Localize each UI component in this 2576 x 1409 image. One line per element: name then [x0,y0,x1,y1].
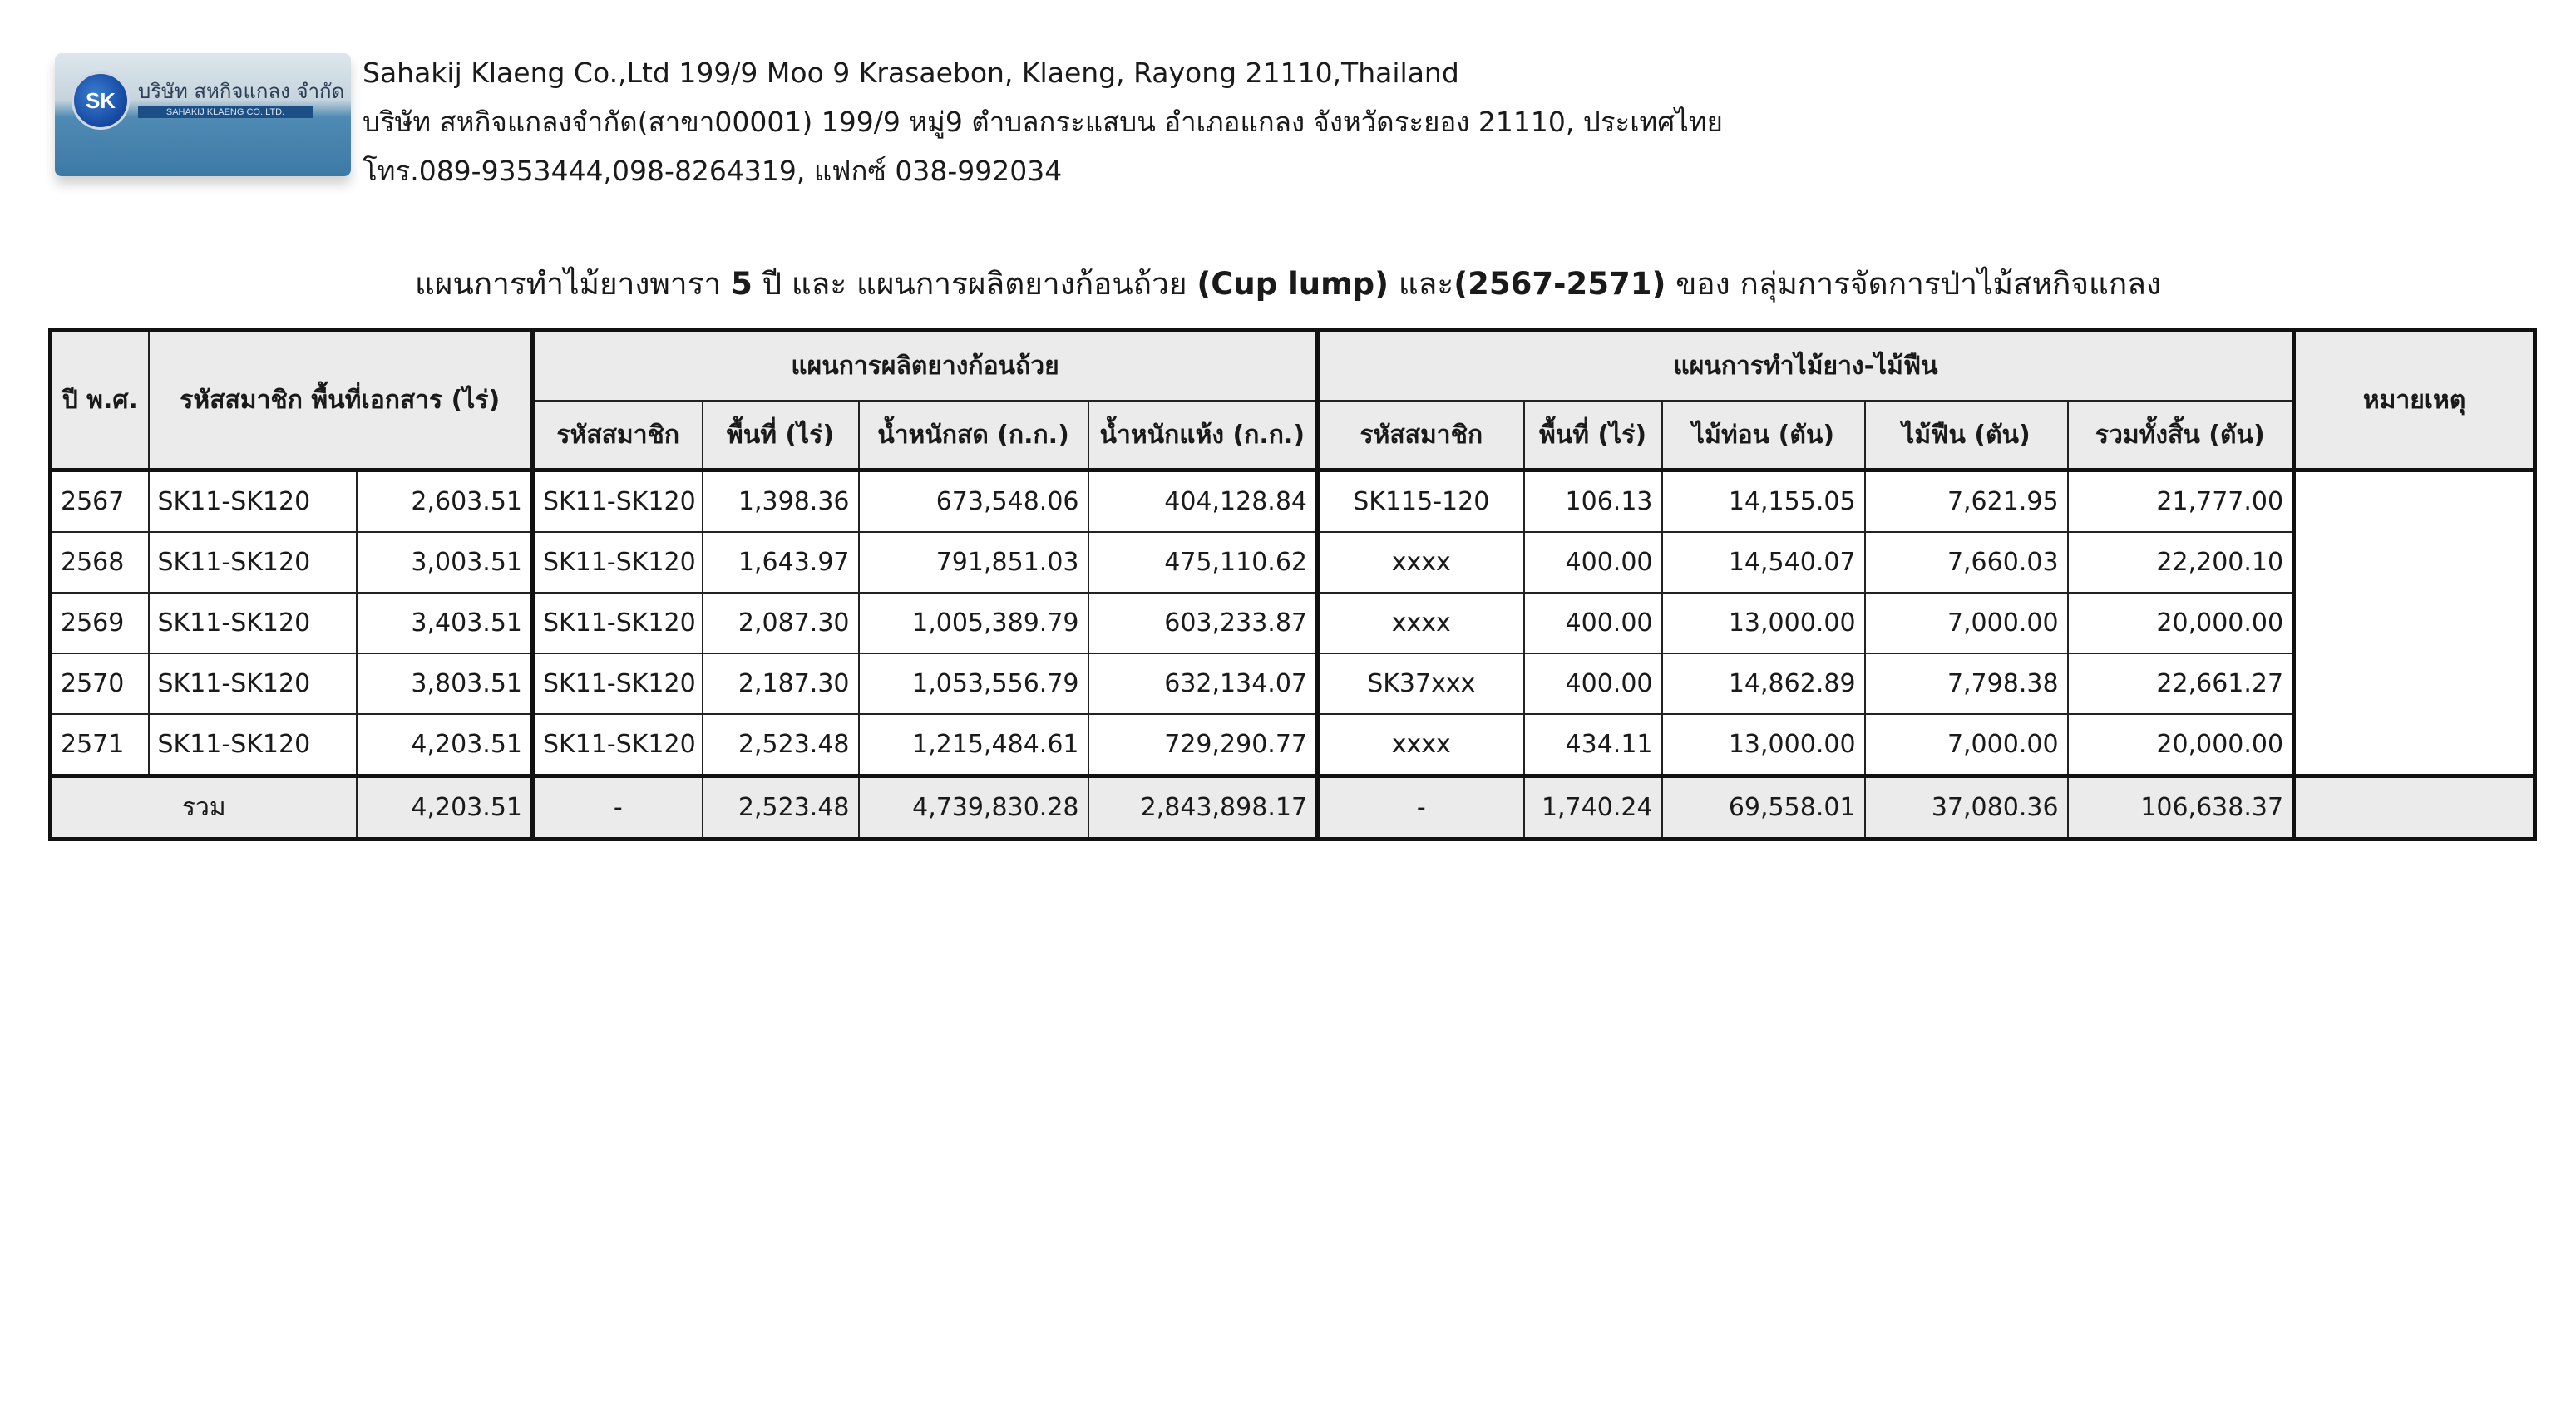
cell-year: 2568 [51,532,149,593]
header-address-th: บริษัท สหกิจแกลงจำกัด(สาขา00001) 199/9 หมู่9 ตำบลกระแสบน อำเภอแกลง จังหวัดระยอง 21110, ประเทศไทย [363,106,1723,138]
title-part: และ [1389,266,1454,302]
table-row [51,470,2535,533]
cell-cl-area: 2,187.30 [703,653,859,714]
header-wd-area: พื้นที่ (ไร่) [1524,401,1662,470]
cell-cl-member: SK11-SK120 [533,532,703,593]
cell-cl-area: 1,398.36 [703,470,859,533]
header-contact: โทร.089-9353444,098-8264319, แฟกซ์ 038-992034 [363,155,1063,187]
header-cuplump-group: แผนการผลิตยางก้อนถ้วย [533,330,1318,402]
header-wd-fire: ไม้ฟืน (ตัน) [1865,401,2068,470]
cell-wd-member: SK115-120 [1318,470,1524,533]
cell-year: 2570 [51,653,149,714]
cell-cl-member: SK11-SK120 [533,593,703,653]
cell-member: SK11-SK120 [149,593,357,653]
cell-cl-area: 2,087.30 [703,593,859,653]
cell-wd-area: 400.00 [1524,532,1662,593]
cell-wd-area: 434.11 [1524,714,1662,776]
total-cl-area: 2,523.48 [703,776,859,840]
header-member-doc-area: รหัสสมาชิก พื้นที่เอกสาร (ไร่) [149,330,533,470]
table-total-row [51,776,2535,840]
cell-wd-total: 20,000.00 [2068,593,2294,653]
header-wd-total: รวมทั้งสิ้น (ตัน) [2068,401,2294,470]
logo-mark: SK [72,71,130,130]
total-wd-member: - [1318,776,1524,840]
header-wd-member: รหัสสมาชิก [1318,401,1524,470]
title-part: แผนการทำไม้ยางพารา [414,266,732,302]
cell-cl-dry: 603,233.87 [1088,593,1318,653]
table-row [51,532,2535,593]
company-logo [55,53,351,176]
total-wd-fire: 37,080.36 [1865,776,2068,840]
title-part: ของ กลุ่มการจัดการป่าไม้สหกิจแกลง [1666,266,2162,302]
plan-table [48,328,2537,841]
cell-wd-member: xxxx [1318,593,1524,653]
title-part-bold: (Cup lump) [1197,266,1389,302]
cell-wd-log: 14,540.07 [1662,532,1865,593]
cell-wd-log: 14,862.89 [1662,653,1865,714]
table-row [51,714,2535,776]
company-header [363,48,1723,195]
cell-doc-area: 3,003.51 [357,532,533,593]
cell-cl-area: 2,523.48 [703,714,859,776]
cell-cl-dry: 404,128.84 [1088,470,1318,533]
total-wd-total: 106,638.37 [2068,776,2294,840]
cell-doc-area: 2,603.51 [357,470,533,533]
cell-remarks [2294,470,2535,776]
cell-cl-area: 1,643.97 [703,532,859,593]
cell-wd-total: 22,200.10 [2068,532,2294,593]
cell-member: SK11-SK120 [149,470,357,533]
cell-wd-area: 400.00 [1524,653,1662,714]
total-remarks [2294,776,2535,840]
cell-wd-fire: 7,000.00 [1865,593,2068,653]
cell-wd-member: xxxx [1318,532,1524,593]
cell-wd-fire: 7,798.38 [1865,653,2068,714]
cell-wd-total: 21,777.00 [2068,470,2294,533]
header-wood-group: แผนการทำไม้ยาง-ไม้ฟืน [1318,330,2294,402]
cell-wd-log: 14,155.05 [1662,470,1865,533]
cell-member: SK11-SK120 [149,653,357,714]
cell-cl-fresh: 1,005,389.79 [859,593,1088,653]
cell-cl-fresh: 1,053,556.79 [859,653,1088,714]
cell-member: SK11-SK120 [149,532,357,593]
header-year: ปี พ.ศ. [51,330,149,470]
title-part-bold: 5 [731,266,753,302]
cell-wd-member: xxxx [1318,714,1524,776]
cell-cl-member: SK11-SK120 [533,714,703,776]
cell-cl-fresh: 791,851.03 [859,532,1088,593]
cell-cl-member: SK11-SK120 [533,653,703,714]
total-cl-fresh: 4,739,830.28 [859,776,1088,840]
header-cl-area: พื้นที่ (ไร่) [703,401,859,470]
cell-doc-area: 3,403.51 [357,593,533,653]
header-wd-log: ไม้ท่อน (ตัน) [1662,401,1865,470]
header-cl-dry: น้ำหนักแห้ง (ก.ก.) [1088,401,1318,470]
title-part-bold: (2567-2571) [1453,266,1666,302]
document-title [0,259,2576,308]
cell-doc-area: 3,803.51 [357,653,533,714]
cell-member: SK11-SK120 [149,714,357,776]
cell-cl-dry: 729,290.77 [1088,714,1318,776]
total-wd-area: 1,740.24 [1524,776,1662,840]
cell-wd-fire: 7,000.00 [1865,714,2068,776]
cell-cl-member: SK11-SK120 [533,470,703,533]
cell-cl-dry: 632,134.07 [1088,653,1318,714]
cell-doc-area: 4,203.51 [357,714,533,776]
logo-english-name: SAHAKIJ KLAENG CO.,LTD. [138,106,313,118]
table-row [51,593,2535,653]
cell-cl-fresh: 1,215,484.61 [859,714,1088,776]
cell-wd-area: 106.13 [1524,470,1662,533]
cell-wd-member: SK37xxx [1318,653,1524,714]
cell-year: 2567 [51,470,149,533]
header-remarks: หมายเหตุ [2294,330,2535,470]
header-cl-member: รหัสสมาชิก [533,401,703,470]
cell-year: 2569 [51,593,149,653]
logo-thai-name: บริษัท สหกิจแกลง จำกัด [138,80,345,103]
table-row [51,653,2535,714]
cell-wd-total: 20,000.00 [2068,714,2294,776]
cell-wd-log: 13,000.00 [1662,593,1865,653]
cell-wd-fire: 7,621.95 [1865,470,2068,533]
total-wd-log: 69,558.01 [1662,776,1865,840]
cell-wd-log: 13,000.00 [1662,714,1865,776]
cell-year: 2571 [51,714,149,776]
total-cl-dry: 2,843,898.17 [1088,776,1318,840]
header-cl-fresh: น้ำหนักสด (ก.ก.) [859,401,1088,470]
title-part: ปี และ แผนการผลิตยางก้อนถ้วย [752,266,1197,302]
total-cl-member: - [533,776,703,840]
cell-wd-area: 400.00 [1524,593,1662,653]
cell-cl-dry: 475,110.62 [1088,532,1318,593]
cell-cl-fresh: 673,548.06 [859,470,1088,533]
total-label: รวม [51,776,357,840]
header-address-en: Sahakij Klaeng Co.,Ltd 199/9 Moo 9 Krasaebon, Klaeng, Rayong 21110,Thailand [363,57,1459,89]
total-doc-area: 4,203.51 [357,776,533,840]
cell-wd-total: 22,661.27 [2068,653,2294,714]
cell-wd-fire: 7,660.03 [1865,532,2068,593]
